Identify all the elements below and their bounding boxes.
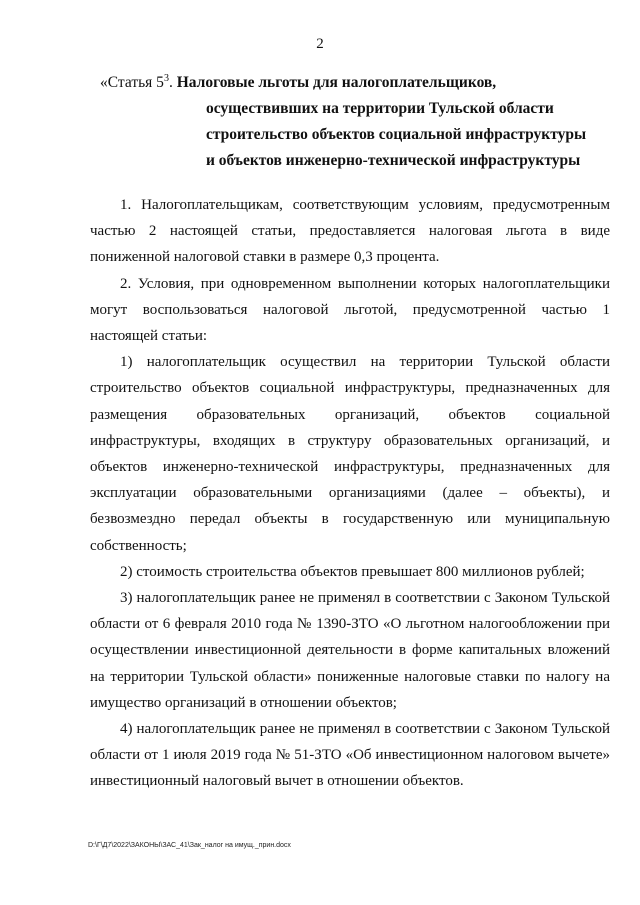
heading-line-3: строительство объектов социальной инфраструктуры bbox=[206, 126, 587, 144]
paragraph-5: 3) налогоплательщик ранее не применял в соответствии с Законом Тульской области от 6 февраля 2010 года № 1390-ЗТО «О льготном налогообложении при осуществлении инвестиционной деятельности в форме капитальных вложений на территории Тульской области» пониженные налоговые ставки по налогу на имущество организаций в отношении объектов; bbox=[90, 590, 610, 711]
paragraph-3: 1) налогоплательщик осуществил на территории Тульской области строительство объектов социальной инфраструктуры, предназначенных для размещения образовательных организаций, объектов социальной инфраструктуры, входящих в структуру образовательных организаций, и объектов инженерно-технической инфраструктуры, предназначенных для эксплуатации образовательными организациями (далее – объекты), и безвозмездно передал объекты в государственную или муниципальную собственность; bbox=[90, 354, 610, 554]
article-number: «Статья $5^3$. bbox=[100, 73, 173, 92]
document-body bbox=[90, 192, 610, 795]
paragraph-2: 2. Условия, при одновременном выполнении которых налогоплательщики могут воспользоваться налоговой льготой, предусмотренной частью 1 настоящей статьи: bbox=[90, 275, 610, 345]
file-path-footer: D:\Г\Д7\2022\ЗАКОНЫ\ЗАС_41\Зак_налог на имущ._прин.docx bbox=[88, 842, 291, 849]
article-heading bbox=[100, 66, 620, 174]
heading-line-2: осуществивших на территории Тульской области bbox=[206, 100, 554, 118]
article-label: «Статья 5 bbox=[100, 74, 164, 92]
paragraph-6: 4) налогоплательщик ранее не применял в соответствии с Законом Тульской области от 1 июля 2019 года № 51-ЗТО «Об инвестиционном налоговом вычете» инвестиционный налоговый вычет в отношении объектов. bbox=[90, 721, 610, 790]
heading-line-4: и объектов инженерно-технической инфраструктуры bbox=[206, 152, 581, 170]
paragraph-1: 1. Налогоплательщикам, соответствующим условиям, предусмотренным частью 2 настоящей статьи, предоставляется налоговая льгота в виде пониженной налоговой ставки в размере 0,3 процента. bbox=[90, 197, 610, 266]
paragraph-4: 2) стоимость строительства объектов превышает 800 миллионов рублей; bbox=[120, 563, 585, 580]
article-superscript: 3 bbox=[163, 73, 169, 84]
heading-line-1: Налоговые льготы для налогоплательщиков, bbox=[176, 74, 497, 92]
page-number: 2 bbox=[316, 36, 324, 52]
